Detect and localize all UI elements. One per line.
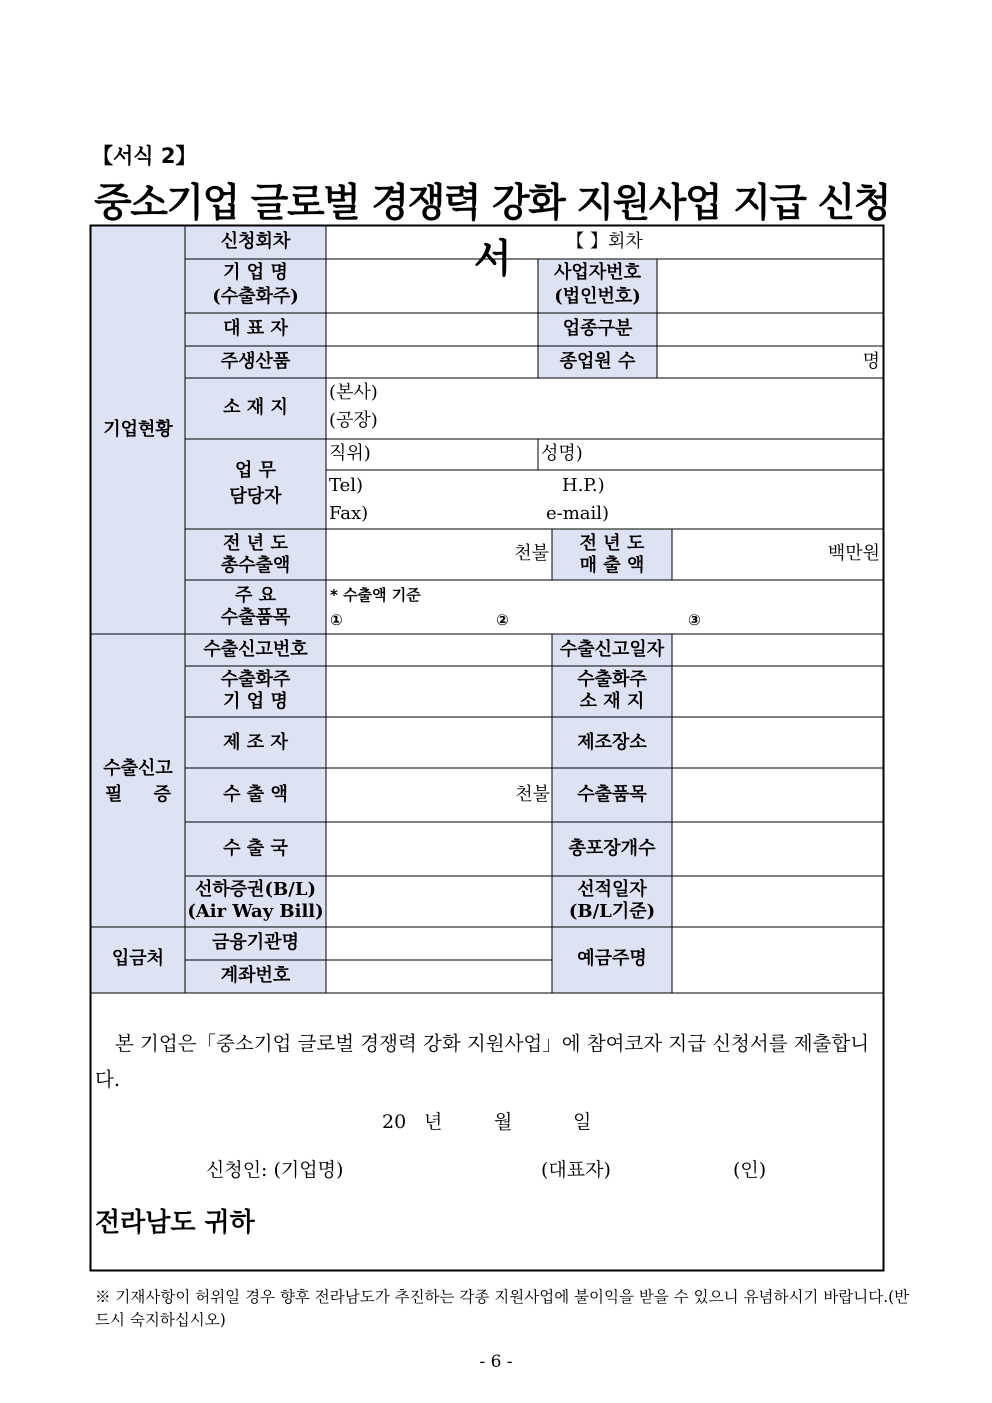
main-items-label: 주 요 [234, 585, 277, 606]
bizno-field[interactable] [657, 260, 883, 313]
industry-field[interactable] [657, 314, 883, 346]
document-title: 중소기업 글로벌 경쟁력 강화 지원사업 지급 신청서 [94, 181, 890, 282]
packages-field[interactable] [672, 823, 883, 876]
section-export-sublabel: 필 증 [104, 784, 172, 805]
item-1-field[interactable]: ① [330, 611, 343, 629]
seal-mark: (인) [733, 1159, 767, 1181]
ship-date-sublabel: (B/L기준) [568, 901, 656, 922]
page-number: - 6 - [479, 1352, 513, 1372]
prev-export-sublabel: 총수출액 [220, 555, 291, 576]
prev-sales-sublabel: 매 출 액 [579, 555, 645, 576]
account-field[interactable] [326, 961, 552, 993]
addressee: 전라남도 귀하 [95, 1208, 255, 1238]
date-day-unit: 일 [573, 1111, 592, 1133]
location-factory-field[interactable]: (공장) [329, 410, 378, 431]
industry-label: 업종구분 [562, 318, 633, 339]
prev-export-field[interactable]: 천불 [514, 543, 549, 564]
ceo-field[interactable] [326, 314, 538, 346]
account-label: 계좌번호 [220, 965, 291, 986]
maker-label: 제 조 자 [223, 732, 288, 753]
export-amount-field[interactable]: 천불 [515, 784, 550, 805]
tel-field[interactable]: Tel) [329, 475, 364, 496]
decl-no-label: 수출신고번호 [203, 639, 308, 660]
date-year-unit: 년 [424, 1111, 443, 1133]
bank-field[interactable] [326, 928, 552, 960]
bizno-label: 사업자번호 [554, 262, 641, 283]
maker-field[interactable] [326, 718, 552, 768]
maker-place-label: 제조장소 [577, 732, 647, 753]
round-field[interactable]: 【 】회차 [566, 231, 643, 252]
bizno-sublabel: (법인번호) [554, 286, 641, 307]
employees-label: 종업원 수 [559, 351, 636, 372]
decl-no-field[interactable] [326, 635, 552, 666]
bl-sublabel: (Air Way Bill) [187, 901, 324, 922]
item-3-field[interactable]: ③ [688, 611, 701, 629]
bank-label: 금융기관명 [212, 932, 299, 953]
company-name-label: 기 업 명 [223, 262, 288, 283]
shipper-addr-sublabel: 소 재 지 [579, 691, 645, 712]
decl-date-label: 수출신고일자 [559, 639, 665, 660]
applicant-representative[interactable]: (대표자) [541, 1159, 611, 1181]
main-product-label: 주생산품 [220, 351, 291, 372]
export-country-field[interactable] [326, 823, 552, 876]
fax-field[interactable]: Fax) [329, 503, 369, 524]
position-field[interactable]: 직위) [329, 443, 371, 464]
shipper-label: 수출화주 [220, 669, 291, 690]
section-deposit-label: 입금처 [111, 948, 165, 969]
ceo-label: 대 표 자 [223, 318, 288, 339]
bl-label: 선하증권(B/L) [194, 879, 317, 900]
export-amount-label: 수 출 액 [223, 784, 288, 805]
shipper-field[interactable] [326, 667, 552, 717]
packages-label: 총포장개수 [568, 838, 656, 859]
holder-label: 예금주명 [577, 948, 647, 969]
holder-field[interactable] [672, 928, 883, 993]
section-export-label: 수출신고 [103, 758, 173, 779]
company-name-field[interactable] [326, 260, 538, 313]
main-items-sublabel: 수출품목 [220, 607, 291, 628]
shipper-sublabel: 기 업 명 [223, 691, 288, 712]
ship-date-field[interactable] [672, 877, 883, 927]
item-2-field[interactable]: ② [496, 611, 509, 629]
main-product-field[interactable] [326, 347, 538, 378]
export-item-field[interactable] [672, 769, 883, 822]
manager-label: 업 무 [234, 460, 277, 481]
prev-export-label: 전 년 도 [223, 533, 288, 554]
shipper-addr-label: 수출화주 [577, 669, 647, 690]
items-note: * 수출액 기준 [330, 586, 421, 604]
export-country-label: 수 출 국 [223, 838, 288, 859]
location-label: 소 재 지 [223, 397, 288, 418]
date-year[interactable]: 20 [382, 1111, 407, 1133]
location-hq-field[interactable]: (본사) [329, 382, 378, 403]
hp-field[interactable]: H.P.) [562, 475, 605, 496]
manager-sublabel: 담당자 [229, 486, 282, 507]
shipper-addr-field[interactable] [672, 667, 883, 717]
prev-sales-field[interactable]: 백만원 [827, 543, 880, 564]
date-month-unit: 월 [494, 1111, 513, 1133]
prev-sales-label: 전 년 도 [579, 533, 645, 554]
company-name-sublabel: (수출화주) [212, 286, 299, 307]
round-label: 신청회차 [220, 231, 291, 252]
footer-note: ※ 기재사항이 허위일 경우 향후 전라남도가 추진하는 각종 지원사업에 불이익을 받을 수 있으니 유념하시기 바랍니다.(반드시 숙지하십시오) [95, 1288, 910, 1329]
decl-date-field[interactable] [672, 635, 883, 666]
bl-field[interactable] [326, 877, 552, 927]
form-number-label: 【서식 2】 [92, 144, 197, 168]
section-company-label: 기업현황 [103, 419, 173, 440]
applicant-company[interactable]: 신청인: (기업명) [206, 1159, 344, 1181]
export-item-label: 수출품목 [577, 784, 647, 805]
person-name-field[interactable]: 성명) [541, 443, 583, 464]
employees-field[interactable]: 명 [862, 351, 880, 372]
email-field[interactable]: e-mail) [546, 503, 610, 524]
declaration-text: 본 기업은「중소기업 글로벌 경쟁력 강화 지원사업」에 참여코자 지급 신청서를 제출합니다. [95, 1032, 870, 1091]
ship-date-label: 선적일자 [577, 879, 647, 900]
maker-place-field[interactable] [672, 718, 883, 768]
